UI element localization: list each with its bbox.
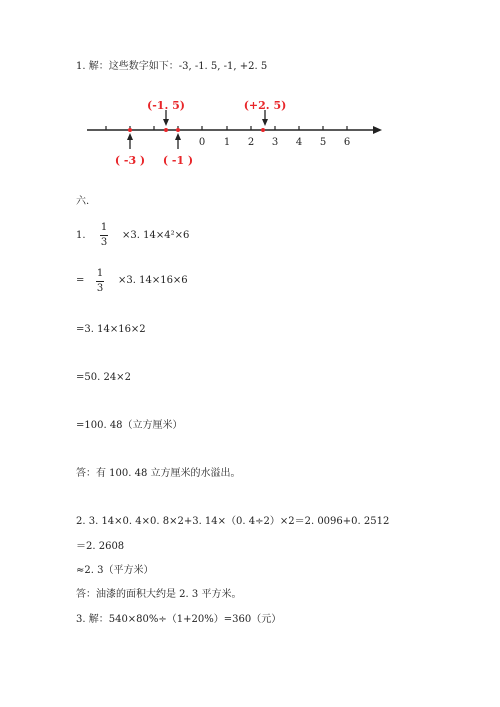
label-pos2-5: (+2. 5) (243, 99, 287, 112)
calc-line-1-rest: ×3. 14×4²×6 (122, 230, 190, 241)
calc-line-5: =100. 48（立方厘米） (76, 420, 183, 431)
calc-line-q2-approx: ≈2. 3（平方米） (76, 565, 154, 576)
calc-line-2-prefix: = (76, 275, 85, 286)
calc-line-2-fraction (94, 268, 106, 295)
answer-line-q1: 答：有 100. 48 立方厘米的水溢出。 (76, 468, 241, 479)
tick-label-3: 3 (271, 137, 279, 148)
calc-line-1-fraction (98, 222, 110, 249)
tick-label-5: 5 (319, 137, 327, 148)
fraction-denominator: 3 (96, 283, 104, 294)
label-neg1: ( -1 ) (162, 154, 194, 167)
fraction-denominator: 3 (100, 237, 108, 248)
tick-label-1: 1 (223, 137, 231, 148)
label-neg1-5: (-1. 5) (147, 99, 185, 112)
tick-label-2: 2 (247, 137, 255, 148)
answer-line-q2: 答：油漆的面积大约是 2. 3 平方米。 (76, 589, 242, 600)
label-neg3: ( -3 ) (114, 154, 146, 167)
tick-label-4: 4 (295, 137, 303, 148)
tick-label-6: 6 (343, 137, 351, 148)
q1-answer-line: 1. 解：这些数字如下：-3, -1. 5, -1, +2. 5 (76, 61, 268, 72)
calc-line-4: =50. 24×2 (76, 372, 131, 383)
fraction-numerator: 1 (96, 268, 104, 279)
number-line-diagram (0, 95, 500, 185)
point-neg1 (176, 128, 180, 132)
axis-arrow (373, 126, 382, 134)
calc-line-1-prefix: 1. (76, 230, 86, 241)
point-pos2-5 (261, 128, 265, 132)
calc-line-2-rest: ×3. 14×16×6 (118, 275, 188, 286)
calc-line-3: =3. 14×16×2 (76, 324, 146, 335)
calc-line-q2: 2. 3. 14×0. 4×0. 8×2+3. 14×（0. 4÷2）×2＝2. 0096+0. 2512 (76, 516, 390, 527)
calc-line-q3: 3. 解：540×80%÷（1+20%）=360（元） (76, 614, 282, 625)
tick-label-0: 0 (198, 137, 206, 148)
fraction-numerator: 1 (100, 222, 108, 233)
calc-line-q2-result: ＝2. 2608 (76, 541, 125, 552)
section-six-heading: 六. (76, 196, 90, 207)
point-neg1-5 (164, 128, 168, 132)
point-neg3 (128, 128, 132, 132)
